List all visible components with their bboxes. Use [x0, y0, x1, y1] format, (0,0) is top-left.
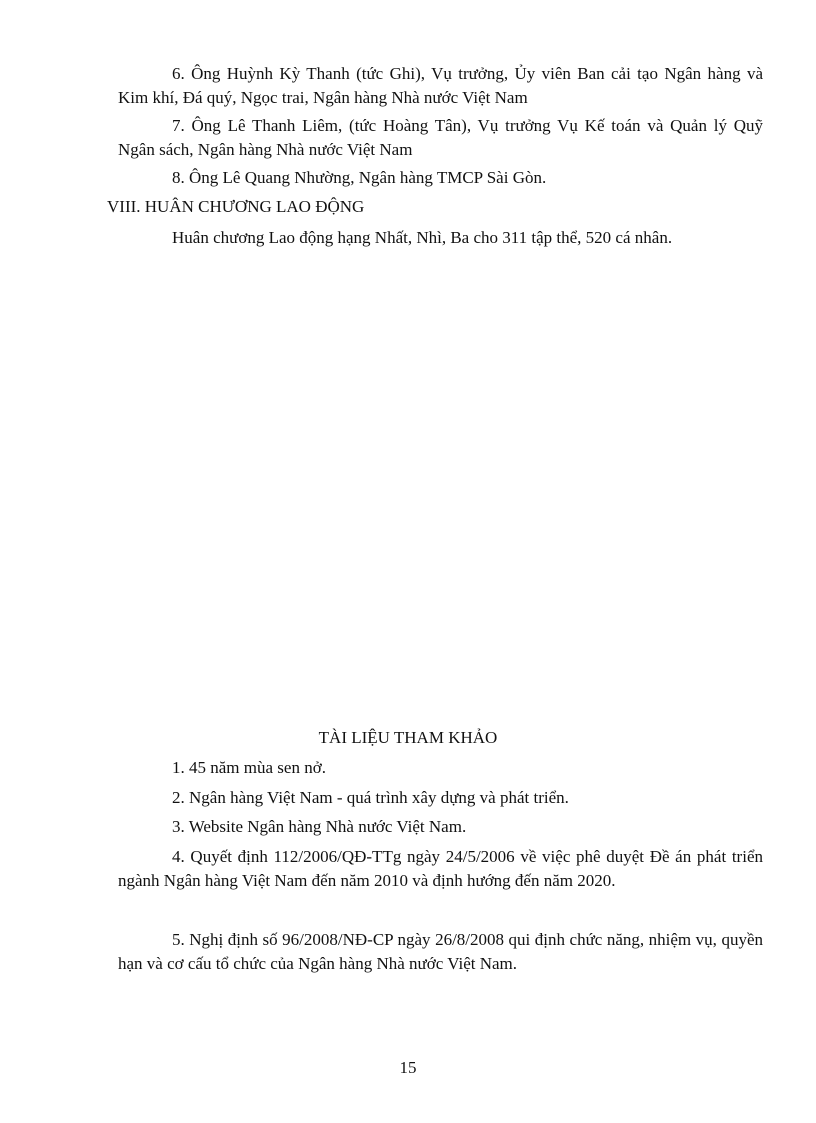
page-number: 15 [399, 1058, 417, 1077]
section-viii-text: Huân chương Lao động hạng Nhất, Nhì, Ba cho 311 tập thể, 520 cá nhân. [172, 228, 673, 247]
award-item-8: 8. Ông Lê Quang Nhường, Ngân hàng TMCP Sài Gòn. [172, 168, 547, 187]
award-item-6: 6. Ông Huỳnh Kỳ Thanh (tức Ghi), Vụ trưởng, Ủy viên Ban cải tạo Ngân hàng và Kim khí, Đá quý, Ngọc trai, Ngân hàng Nhà nước Việt Nam [118, 64, 763, 107]
reference-item-2: 2. Ngân hàng Việt Nam - quá trình xây dựng và phát triển. [172, 788, 569, 807]
section-heading-viii: VIII. HUÂN CHƯƠNG LAO ĐỘNG [107, 197, 365, 216]
reference-item-4: 4. Quyết định 112/2006/QĐ-TTg ngày 24/5/2006 về việc phê duyệt Đề án phát triển ngành Ngân hàng Việt Nam đến năm 2010 và định hướng đến năm 2020. [118, 847, 763, 890]
award-item-7: 7. Ông Lê Thanh Liêm, (tức Hoàng Tân), Vụ trưởng Vụ Kế toán và Quản lý Quỹ Ngân sách, Ngân hàng Nhà nước Việt Nam [118, 116, 763, 159]
reference-item-1: 1. 45 năm mùa sen nở. [172, 758, 326, 777]
reference-item-3: 3. Website Ngân hàng Nhà nước Việt Nam. [172, 817, 467, 836]
reference-item-5: 5. Nghị định số 96/2008/NĐ-CP ngày 26/8/2008 qui định chức năng, nhiệm vụ, quyền hạn và cơ cấu tổ chức của Ngân hàng Nhà nước Việt Nam. [118, 930, 763, 973]
references-title: TÀI LIỆU THAM KHẢO [318, 728, 498, 747]
